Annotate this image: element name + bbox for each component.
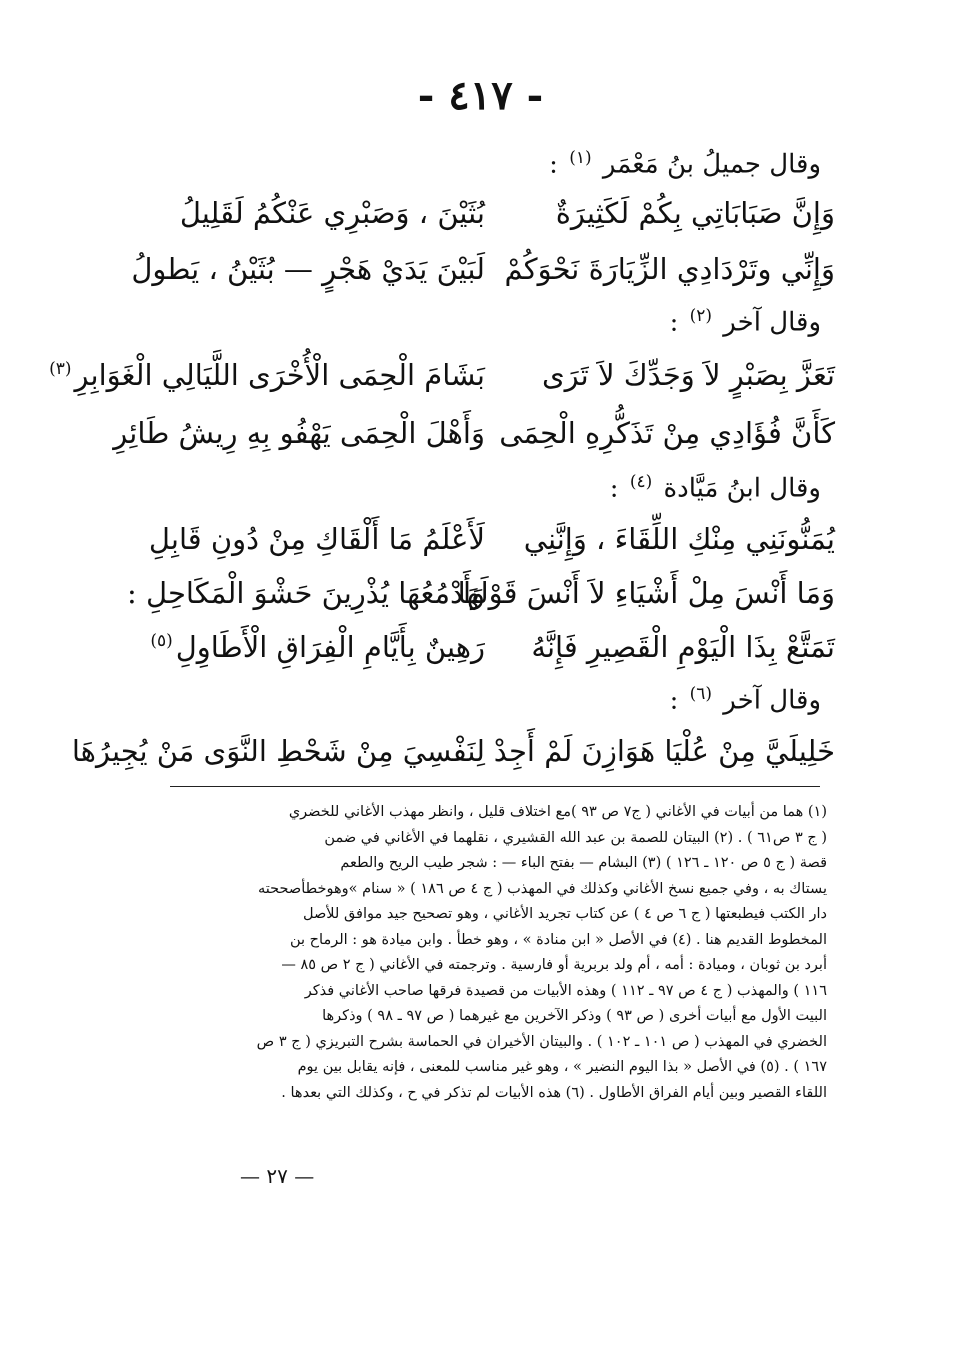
verse-second-hemistich: [49, 358, 485, 392]
verse-first-hemistich: وَإِنِّي وتَرْدَادِي الزِّيَارَةَ نَحْوَكُمْ: [504, 252, 835, 286]
intro-colon: :: [549, 149, 558, 180]
verse-line: [71, 734, 835, 782]
footnote-ref: (٥): [150, 631, 173, 652]
footnote-line: دار الكتب فيطبعتها ( ج ٦ ص ٤ ) عن كتاب تجريد الأغاني ، وهو تصحيح جيد موافق للأصل: [302, 906, 827, 922]
verse-second-hemistich: لِنَفْسِيَ مِنْ شَحْطِ النَّوَى مَنْ يُجِيرُهَا: [71, 734, 485, 768]
intro-colon: :: [609, 473, 619, 504]
verse-first-hemistich: تَمَتَّعْ بِذَا الْيَوْمِ الْقَصِيرِ فَإِنَّهُ: [531, 630, 835, 664]
footnote-line: الخضري في المهذب ( ص ١٠١ ـ ١٠٢ ) . والبيتان الأخيران في الحماسة بشرح التبريزي ( ج ٣ ص: [256, 1033, 827, 1050]
verse-first-hemistich: وَمَا أَنْسَ مِلْ أَشْيَاءِ لاَ أَنْسَ قَوْلَهَا: [457, 576, 835, 610]
footnote-line: ١٦٧ ) . (٥) في الأصل « بذا اليوم النضير » ، وهو غير مناسب للمعنى ، فإنه يقابل بين يوم: [297, 1059, 827, 1075]
footnote-ref: (٦): [689, 684, 713, 704]
footnote-line: يستاك به ، وفي جميع نسخ الأغاني وكذلك في المهذب ( ج ٤ ص ١٨٦ ) « سنام »وهوخطأصححته: [258, 880, 827, 897]
footnote-line: ( ج ٣ ص٦١ ) . (٢) البيتان للصمة بن عبد الله القشيري ، نقلهما في الأغاني في ضمن: [324, 829, 827, 846]
footnote-line: البيت الأول مع أبيات أخرى ( ص ٩٣ ) وذكر الآخرين مع غيرهما ( ص ٩٧ ـ ٩٨ ) وذكرها: [322, 1008, 827, 1024]
footnote-ref: (٢): [689, 306, 713, 326]
verse-line: [127, 576, 835, 624]
footnote-line: اللقاء القصير وبين أيام الفراق الأطاول . (٦) هذه الأبيات لم تذكر في ح ، وكذلك التي بعدها .: [281, 1084, 827, 1101]
verse-line: [131, 252, 835, 300]
verse-first-hemistich: تَعَزَّ بِصَبْرٍ لاَ وَجَدِّكَ لاَ تَرَى: [541, 358, 835, 392]
intro-colon: :: [669, 685, 679, 716]
footnote-line: أبرد بن ثوبان ، وميادة : أمه ، أم ولد بربرية أو فارسية . وترجمته في الأغاني ( ج ٢ ص ٨٥ —: [281, 957, 827, 973]
footnote-line: المخطوط القديم هنا . (٤) في الأصل « ابن منادة » ، وهو خطأ . وابن ميادة هو : الرماح بن: [290, 931, 827, 948]
verse-first-hemistich: خَلِيلَيَّ مِنْ عُلْيَا هَوَازِنَ لَمْ أَجِدْ: [493, 734, 835, 768]
verse-line: [49, 358, 835, 406]
verse-second-hemistich: وَأَهْلَ الْحِمَى يَهْفُو بِهِ رِيشُ طَائِرِ: [113, 416, 485, 450]
verse-line: [150, 630, 835, 678]
footnote-separator: [170, 786, 820, 787]
footnote-ref: (١): [569, 148, 592, 168]
intro-colon: :: [669, 307, 679, 338]
footnote-ref: (٤): [629, 472, 653, 492]
hemistich-text: بَشَامَ الْحِمَى الْأُخْرَى اللَّيَالِي الْغَوَابِرِ: [74, 358, 485, 392]
intro-text: وقال جميلُ بنُ مَعْمَر: [602, 149, 821, 180]
footnote-line: ١١٦ ) والمهذب ( ج ٤ ص ٩٧ ـ ١١٢ ) وهذه الأبيات من قصيدة فرقها صاحب الأغاني فذكر: [304, 982, 827, 999]
footnotes: [195, 800, 827, 1106]
verse-first-hemistich: وَإِنَّ صَبَابَاتِي بِكُمْ لَكَثِيرَةٌ: [555, 196, 835, 230]
footnote-line: قصة ( ج ٥ ص ١٢٠ ـ ١٢٦ ) (٣) البشام — بفتح الباء — : شجر طيب الريح والطعم: [340, 855, 827, 871]
intro-text: وقال آخر: [723, 307, 821, 338]
verse-line: [170, 196, 835, 244]
intro-line: [549, 148, 821, 180]
intro-line: [670, 684, 821, 716]
footnote-line: (١) هما من أبيات في الأغاني ( ج٧ ص ٩٣ )مع اختلاف قليل ، وانظر مهذب الأغاني للخضري: [288, 804, 827, 820]
intro-text: وقال آخر: [723, 685, 821, 716]
verse-line: [148, 522, 835, 570]
sheet-number: — ٢٧ —: [240, 1164, 315, 1188]
verse-second-hemistich: لَأَعْلَمُ مَا أَلْقَاكِ مِنْ دُونِ قَابِلِ: [148, 522, 485, 556]
verse-line: [113, 416, 835, 464]
intro-text: وقال ابنُ مَيَّادة: [663, 473, 821, 504]
verse-second-hemistich: [150, 630, 485, 664]
verse-second-hemistich: لَبَيْنَ يَدَيْ هَجْرٍ — بُثَيْنُ ، يَطولُ: [131, 252, 485, 286]
footnote-ref: (٣): [49, 359, 72, 380]
hemistich-text: رَهِينٌ بِأَيَّامِ الْفِرَاقِ الْأَطَاوِلِ: [175, 630, 485, 664]
verse-first-hemistich: كَأَنَّ فُؤَادِي مِنْ تَذَكُّرِهِ الْحِمَى: [499, 416, 835, 450]
verse-second-hemistich: بُثَيْنَ ، وَصَبْرِي عَنْكُمُ لَقَلِيلُ: [179, 196, 485, 230]
verse-first-hemistich: يُمَنُّونَنِي مِنْكِ اللِّقَاءَ ، وَإِنَّنِي: [523, 522, 835, 556]
verse-second-hemistich: وَأَدْمُعُهَا يُذْرِينَ حَشْوَ الْمَكَاحِلِ :: [127, 576, 485, 610]
intro-line: [670, 306, 821, 338]
page-number: - ٤١٧ -: [417, 72, 544, 119]
intro-line: [610, 472, 821, 504]
